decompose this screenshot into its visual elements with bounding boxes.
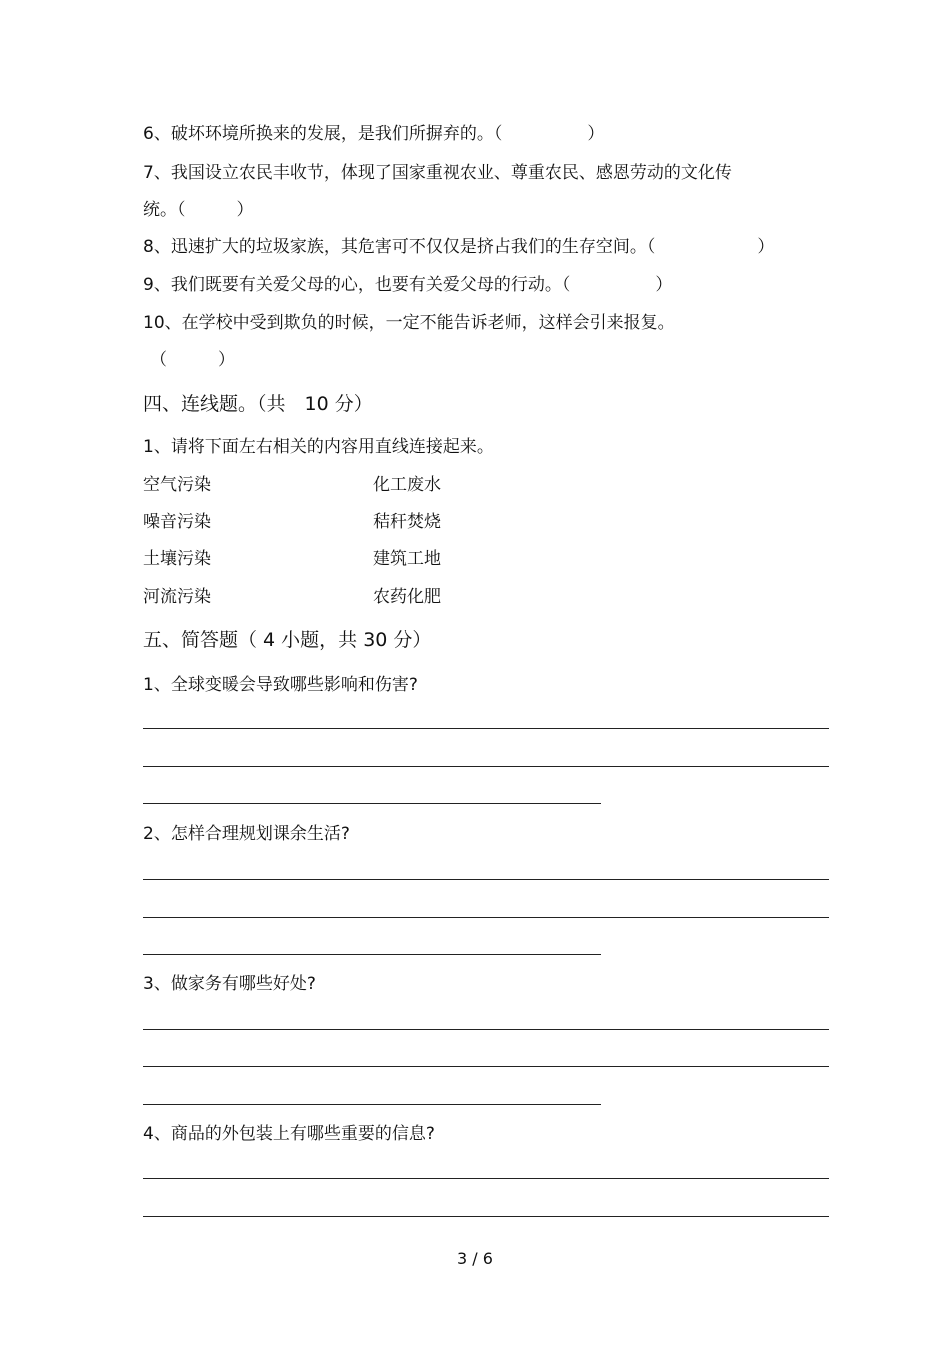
judgment-q7-line1: 7、我国设立农民丰收节，体现了国家重视农业、尊重农民、感恩劳动的文化传 xyxy=(143,163,732,183)
answer-line[interactable] xyxy=(143,879,829,880)
matching-left-item: 河流污染 xyxy=(143,587,211,607)
answer-line[interactable] xyxy=(143,1178,829,1179)
judgment-q9: 9、我们既要有关爱父母的心，也要有关爱父母的行动。（ ） xyxy=(143,275,673,295)
answer-line[interactable] xyxy=(143,1216,829,1217)
short-answer-question: 3、做家务有哪些好处? xyxy=(143,974,316,994)
matching-right-item: 化工废水 xyxy=(373,475,441,495)
answer-line[interactable] xyxy=(143,803,601,804)
section4-title: 四、连线题。（共 10 分） xyxy=(143,393,373,415)
judgment-q7-line2: 统。（ ） xyxy=(143,200,254,220)
short-answer-question: 2、怎样合理规划课余生活? xyxy=(143,824,350,844)
matching-right-item: 建筑工地 xyxy=(373,549,441,569)
short-answer-question: 1、全球变暖会导致哪些影响和伤害? xyxy=(143,675,418,695)
matching-right-item: 农药化肥 xyxy=(373,587,441,607)
judgment-q8: 8、迅速扩大的垃圾家族，其危害可不仅仅是挤占我们的生存空间。（ ） xyxy=(143,237,775,257)
answer-line[interactable] xyxy=(143,1066,829,1067)
judgment-q10-line2: （ ） xyxy=(150,350,235,370)
page-number: 3 / 6 xyxy=(457,1249,493,1268)
section4-instruction: 1、请将下面左右相关的内容用直线连接起来。 xyxy=(143,437,494,457)
matching-left-item: 噪音污染 xyxy=(143,512,211,532)
matching-left-item: 土壤污染 xyxy=(143,549,211,569)
answer-line[interactable] xyxy=(143,728,829,729)
answer-line[interactable] xyxy=(143,954,601,955)
answer-line[interactable] xyxy=(143,917,829,918)
matching-left-item: 空气污染 xyxy=(143,475,211,495)
section5-title: 五、简答题（ 4 小题，共 30 分） xyxy=(143,629,432,651)
judgment-q10-line1: 10、在学校中受到欺负的时候，一定不能告诉老师，这样会引来报复。 xyxy=(143,313,675,333)
matching-right-item: 秸秆焚烧 xyxy=(373,512,441,532)
answer-line[interactable] xyxy=(143,1029,829,1030)
judgment-q6: 6、破坏环境所换来的发展，是我们所摒弃的。（ ） xyxy=(143,124,605,144)
answer-line[interactable] xyxy=(143,1104,601,1105)
answer-line[interactable] xyxy=(143,766,829,767)
short-answer-question: 4、商品的外包装上有哪些重要的信息? xyxy=(143,1124,435,1144)
